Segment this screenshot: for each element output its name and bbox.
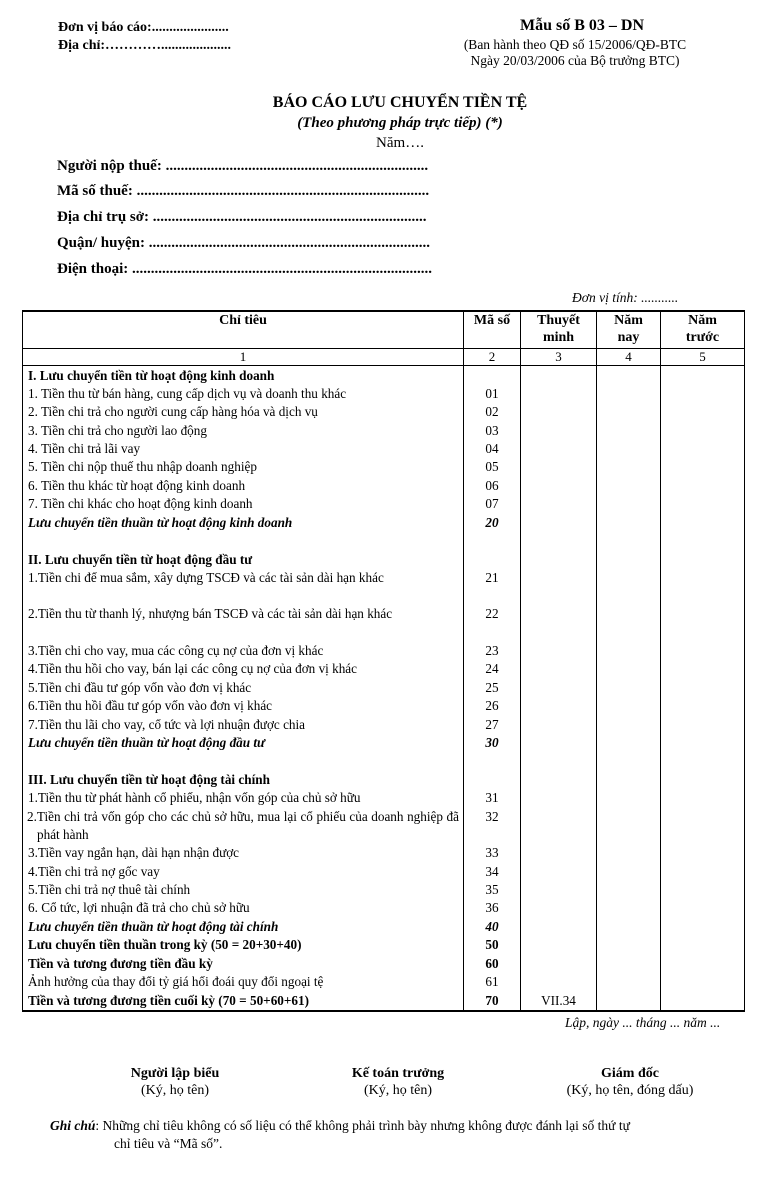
table-row — [23, 881, 745, 899]
row-current-year — [597, 422, 661, 440]
row-label: 6.Tiền thu hồi đầu tư góp vốn vào đơn vị khác — [23, 697, 464, 715]
table-row — [23, 863, 745, 881]
row-code — [464, 532, 521, 550]
row-previous-year — [661, 899, 745, 917]
column-number: 2 — [464, 348, 521, 365]
row-label — [23, 752, 464, 770]
table-row — [23, 716, 745, 734]
table-row — [23, 495, 745, 513]
row-label: Lưu chuyển tiền thuần từ hoạt động tài chính — [23, 918, 464, 936]
row-code: 06 — [464, 477, 521, 495]
row-note — [521, 385, 597, 403]
row-label: 5.Tiền chi đầu tư góp vốn vào đơn vị khác — [23, 679, 464, 697]
table-row — [23, 808, 745, 844]
row-code: 03 — [464, 422, 521, 440]
row-note — [521, 918, 597, 936]
row-previous-year — [661, 422, 745, 440]
row-label: 3.Tiền chi cho vay, mua các công cụ nợ của đơn vị khác — [23, 642, 464, 660]
row-code: 33 — [464, 844, 521, 862]
row-current-year — [597, 899, 661, 917]
table-row — [23, 973, 745, 991]
row-label: 2.Tiền chi trả vốn góp cho các chủ sở hữu, mua lại cổ phiếu của doanh nghiệp đã phát hành — [23, 808, 464, 844]
row-note — [521, 642, 597, 660]
row-current-year — [597, 569, 661, 605]
spacer-row — [23, 752, 745, 770]
row-code: 30 — [464, 734, 521, 752]
row-note — [521, 605, 597, 641]
row-current-year — [597, 458, 661, 476]
row-previous-year — [661, 918, 745, 936]
row-label: II. Lưu chuyển tiền từ hoạt động đầu tư — [23, 551, 464, 569]
row-current-year — [597, 808, 661, 844]
row-current-year — [597, 973, 661, 991]
row-current-year — [597, 385, 661, 403]
row-label: 1. Tiền thu từ bán hàng, cung cấp dịch vụ và doanh thu khác — [23, 385, 464, 403]
taxpayer-name: Người nộp thuế: ...................................................................... — [57, 158, 429, 174]
row-note — [521, 716, 597, 734]
row-current-year — [597, 771, 661, 789]
unit-address: Địa chỉ:………….................... — [58, 38, 232, 53]
row-note — [521, 771, 597, 789]
table-row — [23, 660, 745, 678]
table-row — [23, 440, 745, 458]
row-code: 40 — [464, 918, 521, 936]
row-note — [521, 844, 597, 862]
row-note — [521, 881, 597, 899]
row-label: 3.Tiền vay ngắn hạn, dài hạn nhận được — [23, 844, 464, 862]
row-code: 25 — [464, 679, 521, 697]
row-code: 34 — [464, 863, 521, 881]
issued-decision: (Ban hành theo QĐ số 15/2006/QĐ-BTC — [463, 37, 687, 52]
head-office-address: Địa chỉ trụ sở: ......................................................................... — [57, 209, 427, 225]
row-current-year — [597, 955, 661, 973]
row-note — [521, 789, 597, 807]
row-note — [521, 551, 597, 569]
row-current-year — [597, 532, 661, 550]
row-current-year — [597, 551, 661, 569]
row-current-year — [597, 881, 661, 899]
row-current-year — [597, 642, 661, 660]
row-previous-year — [661, 642, 745, 660]
row-note: VII.34 — [521, 992, 597, 1011]
row-label — [23, 532, 464, 550]
table-row — [23, 385, 745, 403]
row-previous-year — [661, 605, 745, 641]
column-number-row — [23, 348, 745, 365]
column-number: 1 — [23, 348, 464, 365]
report-subtitle: (Theo phương pháp trực tiếp) (*) — [297, 115, 503, 131]
header-item: Chỉ tiêu — [23, 311, 464, 348]
row-current-year — [597, 697, 661, 715]
row-code: 02 — [464, 403, 521, 421]
row-code: 60 — [464, 955, 521, 973]
row-current-year — [597, 403, 661, 421]
row-code — [464, 752, 521, 770]
row-label: 7. Tiền chi khác cho hoạt động kinh doanh — [23, 495, 464, 513]
row-current-year — [597, 440, 661, 458]
row-code: 36 — [464, 899, 521, 917]
table-row — [23, 365, 745, 385]
row-current-year — [597, 514, 661, 532]
table-row — [23, 458, 745, 476]
row-previous-year — [661, 551, 745, 569]
row-current-year — [597, 789, 661, 807]
row-previous-year — [661, 385, 745, 403]
row-code: 24 — [464, 660, 521, 678]
table-row — [23, 789, 745, 807]
row-current-year — [597, 752, 661, 770]
row-code: 35 — [464, 881, 521, 899]
row-note — [521, 955, 597, 973]
row-label: I. Lưu chuyển tiền từ hoạt động kinh doanh — [23, 365, 464, 385]
row-previous-year — [661, 955, 745, 973]
header-note: Thuyết minh — [521, 311, 597, 348]
row-label: Ảnh hưởng của thay đổi tỷ giá hối đoái quy đổi ngoại tệ — [23, 973, 464, 991]
row-code: 26 — [464, 697, 521, 715]
row-previous-year — [661, 365, 745, 385]
row-note — [521, 863, 597, 881]
row-label: Lưu chuyển tiền thuần trong kỳ (50 = 20+30+40) — [23, 936, 464, 954]
row-previous-year — [661, 679, 745, 697]
reporting-unit: Đơn vị báo cáo:...................... — [58, 20, 229, 35]
footnote: Ghi chú: Những chỉ tiêu không có số liệu có thể không phải trình bày nhưng không được đánh lại số thứ tự — [50, 1118, 630, 1133]
chief-accountant-sign-note: (Ký, họ tên) — [363, 1083, 433, 1098]
row-label: 6. Cổ tức, lợi nhuận đã trả cho chủ sở hữu — [23, 899, 464, 917]
row-current-year — [597, 365, 661, 385]
row-code: 04 — [464, 440, 521, 458]
issued-date: Ngày 20/03/2006 của Bộ trưởng BTC) — [470, 53, 680, 68]
row-current-year — [597, 495, 661, 513]
row-previous-year — [661, 992, 745, 1011]
spacer-row — [23, 532, 745, 550]
prepared-date: Lập, ngày ... tháng ... năm ... — [565, 1015, 721, 1030]
row-note — [521, 973, 597, 991]
row-note — [521, 422, 597, 440]
table-row — [23, 955, 745, 973]
row-previous-year — [661, 863, 745, 881]
row-current-year — [597, 844, 661, 862]
row-previous-year — [661, 808, 745, 844]
row-note — [521, 495, 597, 513]
table-row — [23, 605, 745, 641]
row-code: 31 — [464, 789, 521, 807]
row-code: 07 — [464, 495, 521, 513]
row-previous-year — [661, 789, 745, 807]
table-row — [23, 642, 745, 660]
row-previous-year — [661, 495, 745, 513]
row-label: 4.Tiền thu hồi cho vay, bán lại các công cụ nợ của đơn vị khác — [23, 660, 464, 678]
district: Quận/ huyện: ........................................................................... — [57, 235, 430, 251]
table-row — [23, 403, 745, 421]
row-note — [521, 734, 597, 752]
row-label: 1.Tiền thu từ phát hành cổ phiếu, nhận vốn góp của chủ sở hữu — [23, 789, 464, 807]
row-current-year — [597, 477, 661, 495]
row-note — [521, 679, 597, 697]
row-note — [521, 936, 597, 954]
column-number: 3 — [521, 348, 597, 365]
row-code — [464, 551, 521, 569]
director-sign-note: (Ký, họ tên, đóng dấu) — [566, 1083, 694, 1098]
row-previous-year — [661, 734, 745, 752]
row-label: Lưu chuyển tiền thuần từ hoạt động đầu tư — [23, 734, 464, 752]
row-label: 2.Tiền thu từ thanh lý, nhượng bán TSCĐ và các tài sản dài hạn khác — [23, 605, 464, 641]
row-note — [521, 752, 597, 770]
table-row — [23, 569, 745, 605]
preparer-sign-note: (Ký, họ tên) — [140, 1083, 210, 1098]
row-previous-year — [661, 458, 745, 476]
table-row — [23, 734, 745, 752]
row-previous-year — [661, 752, 745, 770]
row-note — [521, 403, 597, 421]
row-label: Lưu chuyển tiền thuần từ hoạt động kinh doanh — [23, 514, 464, 532]
table-row — [23, 422, 745, 440]
row-previous-year — [661, 973, 745, 991]
row-previous-year — [661, 477, 745, 495]
director-title: Giám đốc — [601, 1066, 659, 1081]
row-note — [521, 458, 597, 476]
row-code: 22 — [464, 605, 521, 641]
row-current-year — [597, 679, 661, 697]
row-code: 01 — [464, 385, 521, 403]
row-note — [521, 477, 597, 495]
row-code: 21 — [464, 569, 521, 605]
cash-flow-table — [22, 310, 745, 1012]
row-label: III. Lưu chuyển tiền từ hoạt động tài chính — [23, 771, 464, 789]
row-current-year — [597, 992, 661, 1011]
footnote-text-1: Những chỉ tiêu không có số liệu có thể không phải trình bày nhưng không được đánh lại số thứ tự — [102, 1118, 630, 1133]
header-code: Mã số — [464, 311, 521, 348]
row-current-year — [597, 918, 661, 936]
row-previous-year — [661, 514, 745, 532]
row-code — [464, 771, 521, 789]
row-label: 5. Tiền chi nộp thuế thu nhập doanh nghiệp — [23, 458, 464, 476]
row-label: Tiền và tương đương tiền đầu kỳ — [23, 955, 464, 973]
row-label: 5.Tiền chi trả nợ thuê tài chính — [23, 881, 464, 899]
row-current-year — [597, 605, 661, 641]
row-previous-year — [661, 936, 745, 954]
row-note — [521, 660, 597, 678]
tax-code: Mã số thuế: .............................................................................. — [57, 183, 430, 199]
row-label: 4. Tiền chi trả lãi vay — [23, 440, 464, 458]
column-number: 4 — [597, 348, 661, 365]
row-current-year — [597, 716, 661, 734]
row-previous-year — [661, 771, 745, 789]
table-row — [23, 918, 745, 936]
row-note — [521, 514, 597, 532]
row-code — [464, 365, 521, 385]
report-year: Năm…. — [376, 135, 424, 151]
row-current-year — [597, 863, 661, 881]
preparer-title: Người lập biểu — [130, 1066, 220, 1081]
row-code: 27 — [464, 716, 521, 734]
row-label: Tiền và tương đương tiền cuối kỳ (70 = 50+60+61) — [23, 992, 464, 1011]
row-previous-year — [661, 697, 745, 715]
table-row — [23, 771, 745, 789]
row-label: 2. Tiền chi trả cho người cung cấp hàng hóa và dịch vụ — [23, 403, 464, 421]
currency-unit: Đơn vị tính: ........... — [572, 290, 679, 305]
table-row — [23, 936, 745, 954]
row-note — [521, 440, 597, 458]
row-code: 05 — [464, 458, 521, 476]
row-label: 3. Tiền chi trả cho người lao động — [23, 422, 464, 440]
header-current-year: Năm nay — [597, 311, 661, 348]
row-code: 70 — [464, 992, 521, 1011]
table-row — [23, 992, 745, 1011]
row-note — [521, 808, 597, 844]
header-previous-year: Năm trước — [661, 311, 745, 348]
row-previous-year — [661, 532, 745, 550]
row-current-year — [597, 734, 661, 752]
row-code: 32 — [464, 808, 521, 844]
row-label: 4.Tiền chi trả nợ gốc vay — [23, 863, 464, 881]
row-label: 7.Tiền thu lãi cho vay, cổ tức và lợi nhuận được chia — [23, 716, 464, 734]
row-code: 23 — [464, 642, 521, 660]
chief-accountant-title: Kế toán trưởng — [351, 1066, 445, 1081]
table-row — [23, 514, 745, 532]
row-label: 6. Tiền thu khác từ hoạt động kinh doanh — [23, 477, 464, 495]
row-code: 20 — [464, 514, 521, 532]
column-number: 5 — [661, 348, 745, 365]
table-row — [23, 477, 745, 495]
row-previous-year — [661, 881, 745, 899]
row-previous-year — [661, 403, 745, 421]
row-previous-year — [661, 844, 745, 862]
row-current-year — [597, 660, 661, 678]
table-row — [23, 679, 745, 697]
row-current-year — [597, 936, 661, 954]
row-note — [521, 569, 597, 605]
footnote-label: Ghi chú — [50, 1118, 96, 1133]
row-note — [521, 697, 597, 715]
row-code: 61 — [464, 973, 521, 991]
row-previous-year — [661, 716, 745, 734]
row-note — [521, 899, 597, 917]
row-previous-year — [661, 440, 745, 458]
table-row — [23, 551, 745, 569]
report-title: BÁO CÁO LƯU CHUYỂN TIỀN TỆ — [272, 94, 528, 111]
table-row — [23, 899, 745, 917]
table-row — [23, 844, 745, 862]
row-previous-year — [661, 660, 745, 678]
footnote-text-2: chỉ tiêu và “Mã số”. — [114, 1136, 223, 1151]
row-code: 50 — [464, 936, 521, 954]
row-note — [521, 532, 597, 550]
table-row — [23, 697, 745, 715]
form-number: Mẫu số B 03 – DN — [520, 17, 645, 34]
row-previous-year — [661, 569, 745, 605]
phone: Điện thoại: ................................................................................ — [57, 261, 432, 277]
row-note — [521, 365, 597, 385]
row-label: 1.Tiền chi để mua sắm, xây dựng TSCĐ và các tài sản dài hạn khác — [23, 569, 464, 605]
